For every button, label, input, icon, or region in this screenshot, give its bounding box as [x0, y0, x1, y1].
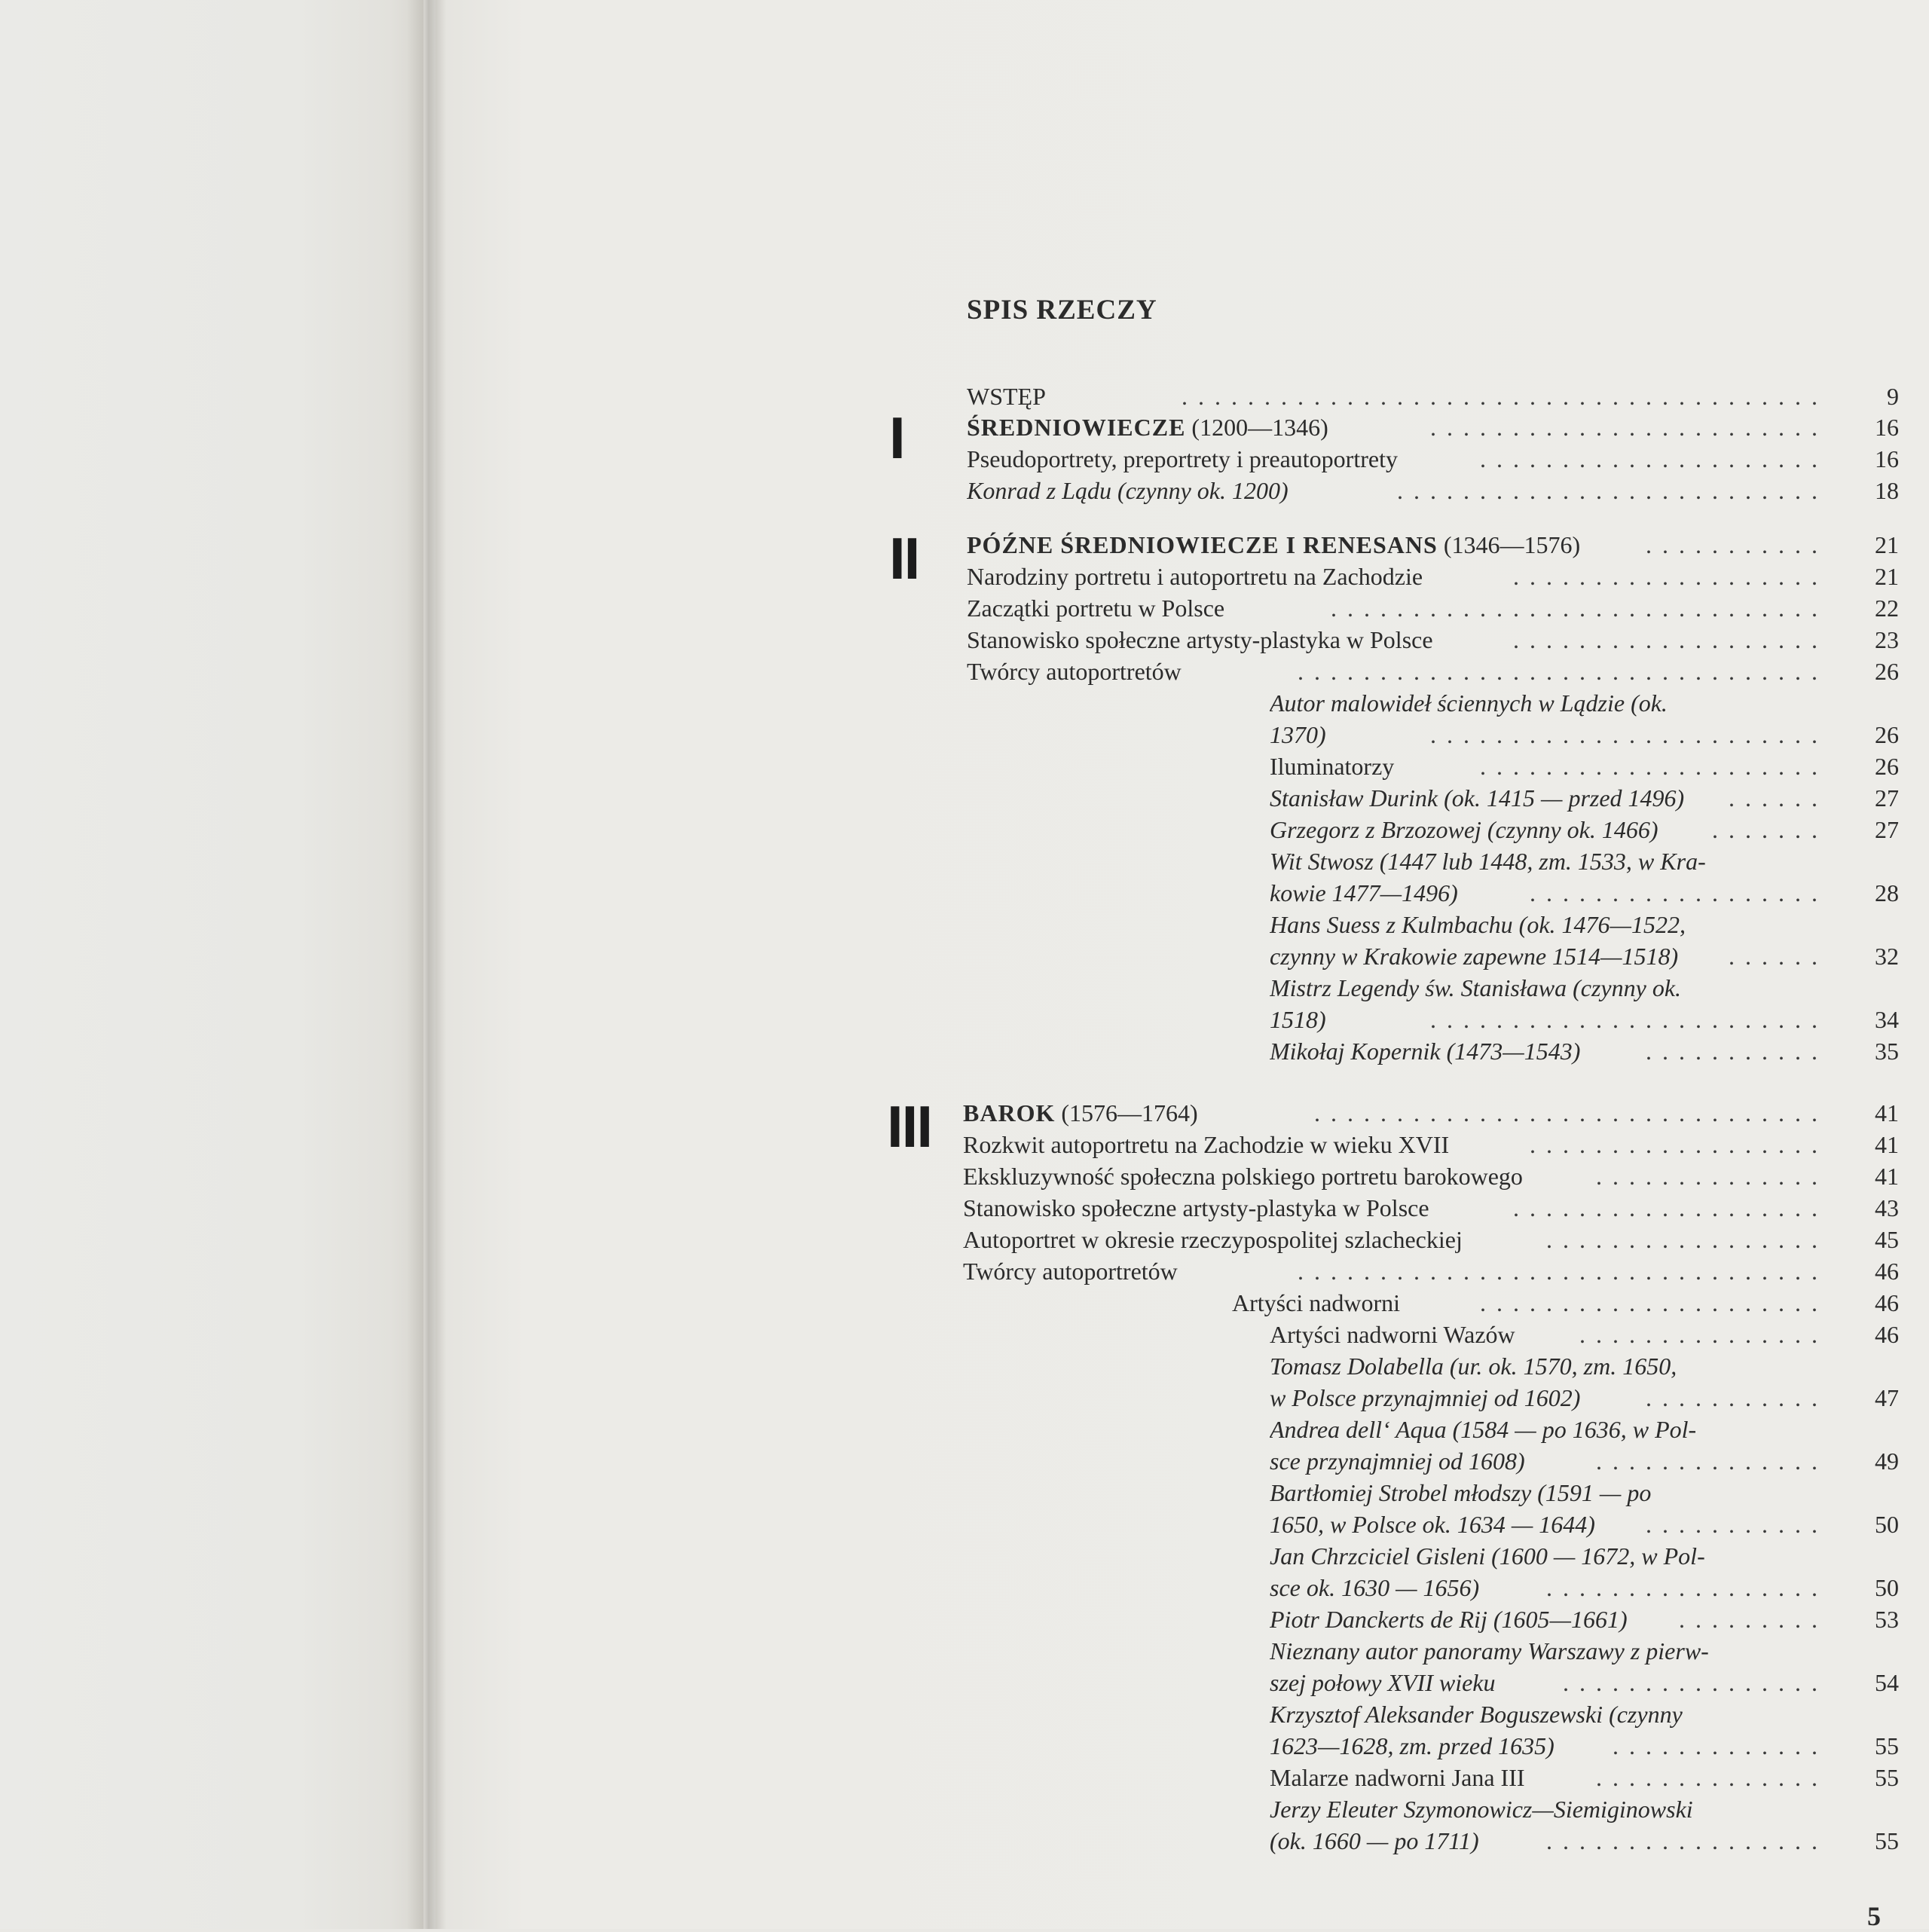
part-numeral-2: II — [889, 525, 919, 592]
toc-entry — [1270, 719, 1899, 750]
toc-page-number: 46 — [1846, 1319, 1899, 1350]
dot-leader: ...... — [1729, 943, 1828, 970]
dot-leader: .............. — [1596, 1447, 1828, 1475]
toc-page-number: 41 — [1846, 1097, 1899, 1129]
toc-entry — [967, 529, 1899, 561]
toc-page-number: 21 — [1846, 561, 1899, 592]
toc-entry — [1270, 1825, 1899, 1857]
toc-entry — [1270, 1319, 1899, 1350]
toc-entry-title: Bartłomiej Strobel młodszy (1591 — po — [1270, 1479, 1652, 1506]
dot-leader: ............. — [1613, 1732, 1828, 1759]
dot-leader: ........... — [1646, 531, 1828, 558]
toc-entry-title: Mistrz Legendy św. Stanisława (czynny ok. — [1270, 974, 1682, 1001]
toc-entry — [1232, 1287, 1899, 1319]
toc-entry — [1270, 1509, 1899, 1540]
part-numeral-1: I — [889, 405, 904, 471]
dot-leader: ............... — [1579, 1321, 1828, 1348]
toc-page-number: 23 — [1846, 624, 1899, 656]
dot-leader: ................... — [1513, 563, 1828, 590]
toc-entry-title: Andrea dell‘ Aqua (1584 — po 1636, w Pol- — [1270, 1416, 1697, 1443]
toc-page-number: 50 — [1846, 1572, 1899, 1603]
toc-entry — [1270, 1414, 1899, 1445]
dot-leader: ................................ — [1298, 1258, 1828, 1285]
toc-entry — [1270, 687, 1899, 719]
toc-entry-title: 1370) — [1270, 721, 1326, 748]
toc-entry-title: Twórcy autoportretów — [963, 1258, 1178, 1285]
toc-page-number: 35 — [1846, 1035, 1899, 1067]
dot-leader: ................. — [1546, 1226, 1828, 1253]
toc-part-title: PÓŹNE ŚREDNIOWIECZE I RENESANS — [967, 531, 1438, 558]
toc-page-number: 26 — [1846, 719, 1899, 750]
toc-entry — [1270, 1445, 1899, 1477]
toc-page-number: 22 — [1846, 592, 1899, 624]
toc-entry-title: Twórcy autoportretów — [967, 658, 1182, 685]
toc-page-number: 47 — [1846, 1382, 1899, 1414]
toc-page-number: 45 — [1846, 1224, 1899, 1255]
toc-entry-title: Stanowisko społeczne artysty-plastyka w Polsce — [963, 1194, 1429, 1221]
toc-entry — [1270, 1382, 1899, 1414]
dot-leader: .............. — [1596, 1764, 1828, 1791]
toc-page-number: 18 — [1846, 475, 1899, 506]
toc-entry-title: (ok. 1660 — po 1711) — [1270, 1827, 1479, 1854]
toc-entry — [1270, 1540, 1899, 1572]
toc-entry — [1270, 1350, 1899, 1382]
toc-page-number: 54 — [1846, 1667, 1899, 1698]
toc-entry-title: ŚREDNIOWIECZE (1200—1346) — [967, 414, 1328, 441]
toc-entry — [963, 1097, 1899, 1129]
toc-entry-title: Grzegorz z Brzozowej (czynny ok. 1466) — [1270, 816, 1658, 843]
toc-page-number: 55 — [1846, 1762, 1899, 1793]
dot-leader: ................. — [1546, 1574, 1828, 1601]
toc-entry-title: Zaczątki portretu w Polsce — [967, 595, 1225, 622]
toc-entry-title: Hans Suess z Kulmbachu (ok. 1476—1522, — [1270, 911, 1686, 938]
toc-entry — [1270, 1698, 1899, 1730]
toc-entry-title: Mikołaj Kopernik (1473—1543) — [1270, 1038, 1581, 1065]
dot-leader: ................. — [1546, 1827, 1828, 1854]
toc-entry-title: PÓŹNE ŚREDNIOWIECZE I RENESANS (1346—1576) — [967, 531, 1581, 558]
toc-page-number: 41 — [1846, 1160, 1899, 1192]
dot-leader: ........... — [1646, 1511, 1828, 1538]
dot-leader: .............................. — [1331, 595, 1828, 622]
dot-leader: ....................................... — [1182, 383, 1828, 410]
dot-leader: ........... — [1646, 1038, 1828, 1065]
toc-entry-title: Stanisław Durink (ok. 1415 — przed 1496) — [1270, 784, 1685, 812]
toc-entry — [967, 592, 1899, 624]
toc-entry-title: kowie 1477—1496) — [1270, 879, 1458, 906]
toc-entry-title: Konrad z Lądu (czynny ok. 1200) — [967, 477, 1289, 504]
toc-page-number: 27 — [1846, 814, 1899, 845]
toc-page-number: 43 — [1846, 1192, 1899, 1224]
left-page — [0, 0, 423, 1929]
toc-entry-title: 1650, w Polsce ok. 1634 — 1644) — [1270, 1511, 1595, 1538]
toc-entry — [1270, 750, 1899, 782]
dot-leader: ..................... — [1480, 753, 1828, 780]
dot-leader: ........................ — [1430, 721, 1828, 748]
toc-entry — [1270, 1004, 1899, 1035]
toc-entry-title: Jan Chrzciciel Gisleni (1600 — 1672, w Pol- — [1270, 1542, 1705, 1570]
toc-entry-title: Tomasz Dolabella (ur. ok. 1570, zm. 1650, — [1270, 1353, 1677, 1380]
toc-title: SPIS RZECZY — [967, 295, 1157, 326]
toc-entry — [963, 1192, 1899, 1224]
toc-entry — [1270, 1730, 1899, 1762]
toc-page-number: 27 — [1846, 782, 1899, 814]
toc-page-number: 21 — [1846, 529, 1899, 561]
dot-leader: ................... — [1513, 1194, 1828, 1221]
toc-entry — [967, 561, 1899, 592]
toc-entry — [1270, 1477, 1899, 1509]
toc-entry-title: Krzysztof Aleksander Boguszewski (czynny — [1270, 1701, 1683, 1728]
dot-leader: ..................... — [1480, 1289, 1828, 1316]
toc-entry-title: Rozkwit autoportretu na Zachodzie w wieku XVII — [963, 1131, 1450, 1158]
toc-entry-title: sce przynajmniej od 1608) — [1270, 1447, 1525, 1475]
toc-entry — [1270, 909, 1899, 940]
toc-entry — [967, 411, 1899, 443]
toc-page-number: 26 — [1846, 656, 1899, 687]
toc-part-title: ŚREDNIOWIECZE — [967, 414, 1186, 441]
toc-entry-title: Autor malowideł ściennych w Lądzie (ok. — [1270, 689, 1668, 717]
toc-entry — [1270, 1603, 1899, 1635]
toc-entry-title: Artyści nadworni — [1232, 1289, 1401, 1316]
toc-entry-title: szej połowy XVII wieku — [1270, 1669, 1496, 1696]
toc-entry — [1270, 972, 1899, 1004]
part-numeral-3: III — [887, 1093, 932, 1160]
dot-leader: .............. — [1596, 1163, 1828, 1190]
dot-leader: .......................... — [1397, 477, 1828, 504]
toc-entry-title: 1623—1628, zm. przed 1635) — [1270, 1732, 1555, 1759]
dot-leader: ....... — [1712, 816, 1828, 843]
toc-entry-title: Nieznany autor panoramy Warszawy z pierw- — [1270, 1637, 1709, 1665]
toc-entry — [963, 1224, 1899, 1255]
toc-entry — [1270, 845, 1899, 877]
toc-entry-title: Autoportret w okresie rzeczypospolitej szlacheckiej — [963, 1226, 1463, 1253]
dot-leader: ................... — [1513, 626, 1828, 653]
dot-leader: ........................ — [1430, 1006, 1828, 1033]
toc-entry — [1270, 1793, 1899, 1825]
toc-entry — [1270, 814, 1899, 845]
page-number: 5 — [1867, 1901, 1881, 1931]
dot-leader: .................. — [1530, 879, 1828, 906]
toc-entry — [1270, 877, 1899, 909]
dot-leader: ................ — [1563, 1669, 1828, 1696]
toc-entry-title: WSTĘP — [967, 383, 1046, 410]
toc-entry-title: czynny w Krakowie zapewne 1514—1518) — [1270, 943, 1679, 970]
toc-entry-title: Jerzy Eleuter Szymonowicz—Siemiginowski — [1270, 1796, 1693, 1823]
toc-page-number: 26 — [1846, 750, 1899, 782]
toc-entry-title: Artyści nadworni Wazów — [1270, 1321, 1515, 1348]
dot-leader: ..................... — [1480, 445, 1828, 472]
toc-entry — [967, 475, 1899, 506]
toc-entry-title: Piotr Danckerts de Rij (1605—1661) — [1270, 1606, 1628, 1633]
toc-entry — [963, 1160, 1899, 1192]
toc-page-number: 55 — [1846, 1825, 1899, 1857]
toc-entry-title: Ekskluzywność społeczna polskiego portretu barokowego — [963, 1163, 1523, 1190]
toc-page-number: 32 — [1846, 940, 1899, 972]
toc-page-number: 34 — [1846, 1004, 1899, 1035]
toc-entry — [1270, 782, 1899, 814]
dot-leader: ......... — [1679, 1606, 1828, 1633]
toc-entry-title: Malarze nadworni Jana III — [1270, 1764, 1525, 1791]
toc-page-number: 53 — [1846, 1603, 1899, 1635]
toc-entry — [1270, 1635, 1899, 1667]
toc-entry-title: BAROK (1576—1764) — [963, 1099, 1198, 1126]
toc-page-number: 49 — [1846, 1445, 1899, 1477]
dot-leader: ...... — [1729, 784, 1828, 812]
toc-entry — [967, 656, 1899, 687]
toc-entry — [963, 1255, 1899, 1287]
toc-page-number: 9 — [1846, 381, 1899, 412]
toc-page-number: 16 — [1846, 411, 1899, 443]
dot-leader: ........................ — [1430, 414, 1828, 441]
toc-page-number: 55 — [1846, 1730, 1899, 1762]
dot-leader: .................. — [1530, 1131, 1828, 1158]
toc-entry — [963, 1129, 1899, 1160]
toc-page-number: 46 — [1846, 1287, 1899, 1319]
toc-entry-title: sce ok. 1630 — 1656) — [1270, 1574, 1480, 1601]
toc-entry-title: Iluminatorzy — [1270, 753, 1395, 780]
toc-entry-title: w Polsce przynajmniej od 1602) — [1270, 1384, 1581, 1411]
toc-entry — [967, 381, 1899, 412]
toc-entry — [1270, 940, 1899, 972]
dot-leader: ........... — [1646, 1384, 1828, 1411]
toc-page-number: 50 — [1846, 1509, 1899, 1540]
toc-entry-title: Stanowisko społeczne artysty-plastyka w Polsce — [967, 626, 1433, 653]
toc-entry — [1270, 1035, 1899, 1067]
toc-page-number: 28 — [1846, 877, 1899, 909]
toc-entry — [1270, 1572, 1899, 1603]
toc-entry-title: Wit Stwosz (1447 lub 1448, zm. 1533, w Kra- — [1270, 848, 1706, 875]
toc-entry-title: Pseudoportrety, preportrety i preautoportrety — [967, 445, 1398, 472]
toc-entry-title: 1518) — [1270, 1006, 1326, 1033]
dot-leader: ................................ — [1298, 658, 1828, 685]
toc-entry — [1270, 1667, 1899, 1698]
toc-page-number: 16 — [1846, 443, 1899, 475]
dot-leader: ............................... — [1314, 1099, 1828, 1126]
book-gutter — [407, 0, 446, 1929]
toc-page-number: 46 — [1846, 1255, 1899, 1287]
toc-entry — [1270, 1762, 1899, 1793]
toc-entry-title: Narodziny portretu i autoportretu na Zachodzie — [967, 563, 1423, 590]
toc-part-title: BAROK — [963, 1099, 1056, 1126]
toc-entry — [967, 624, 1899, 656]
toc-entry — [967, 443, 1899, 475]
toc-page-number: 41 — [1846, 1129, 1899, 1160]
